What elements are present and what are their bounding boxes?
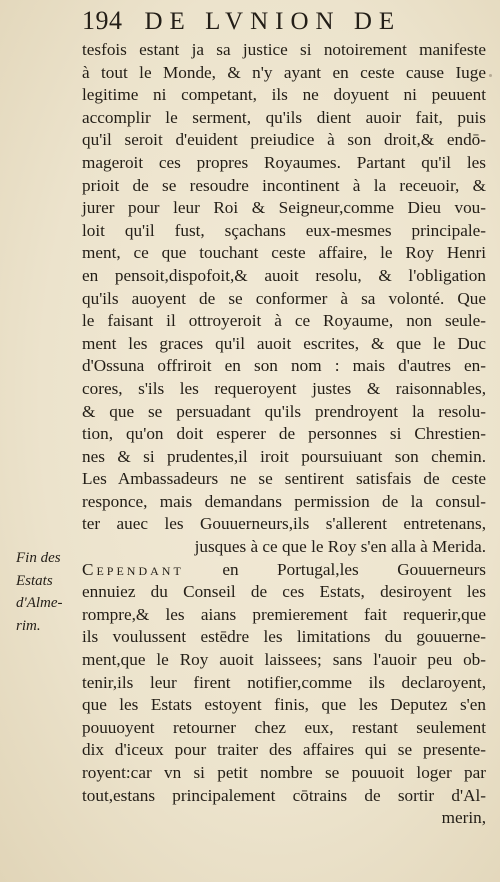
text-line: nes & si prudentes,il iroit poursuiuant son chemin. bbox=[82, 446, 486, 466]
text-line: tenir,ils leur firent notifier,comme ils declaroyent, bbox=[82, 672, 486, 692]
text-line: rompre,& les aians premierement fait requerir,que bbox=[82, 604, 486, 624]
text-line: ter auec les Gouuerneurs,ils s'allerent entretenans, bbox=[82, 514, 486, 534]
text-line: ils voulussent estēdre les limitations du gouuerne- bbox=[82, 627, 486, 647]
section-start-line: Cependant en Portugal,les Gouuerneurs bbox=[82, 559, 486, 579]
running-title: DE LVNION DE bbox=[144, 8, 402, 35]
page-number: 194 bbox=[82, 6, 123, 35]
text-line: Les Ambassadeurs ne se sentirent satisfais de ceste bbox=[82, 469, 486, 489]
text-line: prioit de se resoudre incontinent à la receuoir, & bbox=[82, 175, 486, 195]
text-line: & que se persuadant qu'ils prendroyent la resolu- bbox=[82, 401, 486, 421]
text-line: le faisant il ottroyeroit à ce Royaume, non seule- bbox=[82, 311, 486, 331]
text-line: jusques à ce que le Roy s'en alla à Merida. bbox=[194, 537, 486, 557]
text-line: ment,que le Roy auoit laissees; sans l'auoir peu ob- bbox=[82, 650, 486, 670]
paper-blemish bbox=[489, 74, 492, 77]
text-line: accomplir le serment, qu'ils dient auoir fait, puis bbox=[82, 107, 486, 127]
text-line: à tout le Monde, & n'y ayant en ceste cause Iuge bbox=[82, 62, 486, 82]
text-line: jurer pour leur Roi & Seigneur,comme Dieu vou- bbox=[82, 198, 486, 218]
text-line: dix d'iceux pour traiter des affaires qui se presente- bbox=[82, 740, 486, 760]
margin-note-line: d'Alme- bbox=[16, 595, 63, 612]
text-line: loit qu'il fust, sçachans eux-mesmes principale- bbox=[82, 220, 486, 240]
text-line: qu'il seroit d'euident preiudice à son droit,& endō- bbox=[82, 130, 486, 150]
text-line: responce, mais demandans permission de la consul- bbox=[82, 491, 486, 511]
text-line: merin, bbox=[441, 808, 486, 828]
text-line: tout,estans principalement cōtrains de sortir d'Al- bbox=[82, 785, 486, 805]
text-line: ennuiez du Conseil de ces Estats, desiroyent les bbox=[82, 582, 486, 602]
text-line: cores, s'ils les requeroyent justes & raisonnables, bbox=[82, 378, 486, 398]
text-line: qu'ils auoyent de se conformer à sa volonté. Que bbox=[82, 288, 486, 308]
text-line: legitime ni competant, ils ne doyuent ni peuuent bbox=[82, 85, 486, 105]
margin-note-line: rim. bbox=[16, 617, 41, 634]
text-line: royent:car vn si petit nombre se pouuoit loger par bbox=[82, 763, 486, 782]
text-line: que les Estats estoyent finis, que les Deputez s'en bbox=[82, 695, 486, 715]
margin-note-line: Fin des bbox=[16, 550, 61, 566]
text-line: ment, ce que touchant ceste affaire, le Roy Henri bbox=[82, 243, 486, 263]
page-header bbox=[82, 6, 482, 40]
text-line: en pensoit,dispofoit,& auoit resolu, & l'obligation bbox=[82, 265, 486, 285]
body-text bbox=[82, 39, 486, 830]
text-line: d'Ossuna offriroit en son nom : mais d'autres en- bbox=[82, 356, 486, 376]
section-opening-word: Cependant bbox=[82, 559, 184, 579]
text-line: mageroit ces propres Royaumes. Partant qu'il les bbox=[82, 152, 486, 172]
margin-note bbox=[16, 547, 82, 637]
text-line: tion, qu'on doit esperer de personnes si Chrestien- bbox=[82, 424, 486, 444]
text-line: tesfois estant ja sa justice si notoirement manifeste bbox=[82, 40, 486, 59]
text-line: ment les graces qu'il auoit escrites, & que le Duc bbox=[82, 333, 486, 353]
margin-note-line: Estats bbox=[16, 572, 53, 589]
text-line: pouuoyent retourner chez eux, restant seulement bbox=[82, 717, 486, 737]
